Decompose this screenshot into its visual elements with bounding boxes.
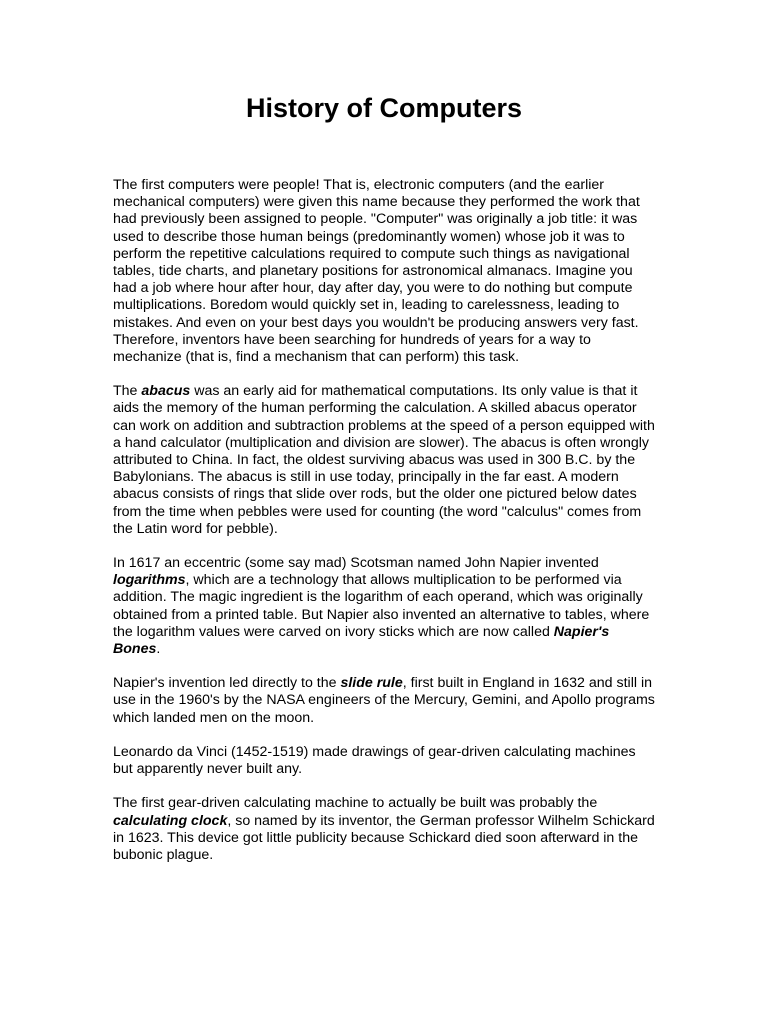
key-term: abacus: [141, 383, 191, 400]
paragraph: [113, 383, 658, 538]
paragraph: [113, 744, 658, 778]
paragraph-text: The: [113, 383, 142, 400]
paragraph: [113, 177, 658, 366]
key-term: slide rule: [340, 675, 403, 692]
paragraph-text: The first computers were people! That is, electronic computers (and the earlier mechanical computers) were given this name because they performed the work that had previously been assigned to people. "Computer" was originally a job title: it was used to describe those human beings (predominantly women) whose job it was to perform the repetitive calculations required to compute such things as navigational tables, tide charts, and planetary positions for astronomical almanacs. Imagine you had a job where hour after hour, day after day, you were to do nothing but compute multiplications. Boredom would quickly set in, leading to carelessness, leading to mistakes. And even on your best days you wouldn't be producing answers very fast. Therefore, inventors have been searching for hundreds of years for a way to mechanize (that is, find a mechanism that can perform) this task.: [113, 177, 640, 366]
paragraph: [113, 555, 658, 658]
paragraph-text: The first gear-driven calculating machine to actually be built was probably the: [113, 795, 598, 812]
key-term: Napier's Bones: [113, 623, 610, 658]
paragraph-text: .: [156, 641, 161, 658]
paragraph-text: , which are a technology that allows multiplication to be performed via addition. The magic ingredient is the logarithm of each operand, which was originally obtained from a printed table. But Napier also invented an alternative to tables, where the logarithm values were carved on ivory sticks which are now called: [113, 572, 650, 640]
key-term: logarithms: [113, 572, 186, 589]
paragraph: [113, 795, 658, 864]
paragraph: [113, 675, 658, 727]
document-body: [113, 177, 658, 881]
paragraph-text: Leonardo da Vinci (1452-1519) made drawings of gear-driven calculating machines but apparently never built any.: [113, 743, 636, 778]
paragraph-text: In 1617 an eccentric (some say mad) Scotsman named John Napier invented: [113, 555, 599, 572]
key-term: calculating clock: [113, 812, 228, 829]
page-title: History of Computers: [245, 93, 523, 123]
paragraph-text: , so named by its inventor, the German professor Wilhelm Schickard in 1623. This device got little publicity because Schickard died soon afterward in the bubonic plague.: [113, 812, 655, 863]
paragraph-text: Napier's invention led directly to the: [113, 675, 341, 692]
paragraph-text: , first built in England in 1632 and still in use in the 1960's by the NASA engineers of the Mercury, Gemini, and Apollo programs which landed men on the moon.: [113, 675, 655, 726]
paragraph-text: was an early aid for mathematical computations. Its only value is that it aids the memory of the human performing the calculation. A skilled abacus operator can work on addition and subtraction problems at the speed of a person equipped with a hand calculator (multiplication and division are slower). The abacus is often wrongly attributed to China. In fact, the oldest surviving abacus was used in 300 B.C. by the Babylonians. The abacus is still in use today, principally in the far east. A modern abacus consists of rings that slide over rods, but the older one pictured below dates from the time when pebbles were used for counting (the word "calculus" comes from the Latin word for pebble).: [113, 383, 655, 537]
